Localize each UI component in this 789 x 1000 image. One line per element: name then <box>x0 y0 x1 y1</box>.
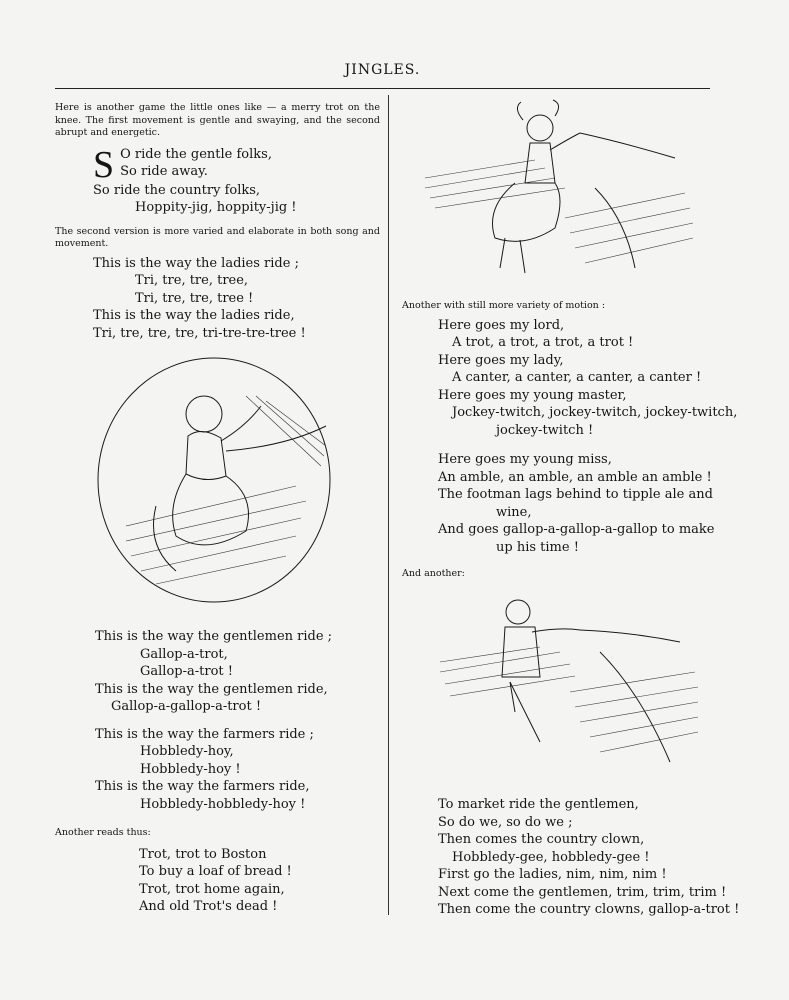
verse-gentlemen <box>55 628 380 716</box>
verse-line: Tri, tre, tre, tre, tri-tre-tre-tree ! <box>93 325 306 341</box>
verse-line: Gallop-a-trot, <box>140 646 228 662</box>
verse-line: Hobbledy-hobbledy-hoy ! <box>140 796 306 812</box>
verse-line: O ride the gentle folks, <box>120 146 272 162</box>
verse-line: Here goes my young miss, <box>438 452 612 467</box>
verse-line: This is the way the ladies ride ; <box>93 255 299 271</box>
verse-line: Here goes my lord, <box>438 317 565 333</box>
verse-line: And goes gallop-a-gallop-a-gallop to make <box>438 522 715 537</box>
verse-line: wine, <box>496 504 532 520</box>
verse-line: Then comes the country clown, <box>438 832 645 847</box>
verse-line: Trot, trot to Boston <box>139 846 267 862</box>
right-column-middle <box>402 300 738 581</box>
variety-note: Another with still more variety of motion : <box>402 300 606 311</box>
verse-line: So do we, so do we ; <box>438 814 573 830</box>
verse-line: Hobbledy-hoy ! <box>140 761 241 777</box>
verse-line: Here goes my young master, <box>438 387 627 403</box>
verse-line: This is the way the farmers ride, <box>95 779 310 794</box>
header-rule <box>55 88 710 89</box>
verse-line: Here goes my lady, <box>438 352 564 368</box>
verse-line: This is the way the ladies ride, <box>93 308 295 323</box>
verse-ladies <box>55 255 380 343</box>
verse-farmers <box>55 726 380 814</box>
second-version-note: The second version is more varied and elaborate in both song and movement. <box>55 225 380 249</box>
verse-line: A canter, a canter, a canter, a canter ! <box>452 370 702 385</box>
verse-line: Tri, tre, tre, tree, <box>135 273 249 288</box>
verse-line: To buy a loaf of bread ! <box>139 864 292 879</box>
verse-line: To market ride the gentlemen, <box>438 797 639 812</box>
verse-line: Jockey-twitch, jockey-twitch, jockey-twitch, <box>452 405 738 420</box>
left-column <box>55 102 380 342</box>
verse-to-market <box>402 796 740 919</box>
intro-note: Here is another game the little ones like — a merry trot on the knee. The first movement is gentle and swaying, and the second abrupt and energetic. <box>55 102 380 138</box>
verse-gentle-folks <box>55 143 380 218</box>
column-divider <box>388 95 389 915</box>
verse-line: jockey-twitch ! <box>496 422 594 438</box>
verse-line: Gallop-a-trot ! <box>140 664 233 679</box>
verse-line: So ride away. <box>120 164 208 179</box>
verse-my-lord <box>402 317 738 440</box>
verse-line: Next come the gentlemen, trim, trim, trim ! <box>438 884 727 900</box>
verse-line: This is the way the farmers ride ; <box>95 726 314 742</box>
verse-line: Then come the country clowns, gallop-a-trot ! <box>438 902 740 917</box>
page-title: JINGLES. <box>344 62 421 78</box>
verse-line: up his time ! <box>496 539 579 555</box>
verse-line: This is the way the gentlemen ride, <box>95 681 328 697</box>
verse-line: Hobbledy-gee, hobbledy-gee ! <box>452 849 650 865</box>
verse-line: The footman lags behind to tipple ale and <box>438 487 713 502</box>
verse-line: An amble, an amble, an amble an amble ! <box>438 469 712 485</box>
verse-line: A trot, a trot, a trot, a trot ! <box>452 335 634 350</box>
right-column-lower <box>402 796 740 919</box>
verse-line: Hoppity-jig, hoppity-jig ! <box>135 200 297 215</box>
girl-on-knee-illustration <box>425 98 695 288</box>
verse-line: Hobbledy-hoy, <box>140 744 234 759</box>
baby-on-knee-illustration <box>96 356 336 611</box>
verse-line: First go the ladies, nim, nim, nim ! <box>438 867 667 882</box>
left-column-lower <box>55 628 380 916</box>
and-another-note: And another: <box>402 568 465 579</box>
verse-boston <box>55 846 380 916</box>
drop-cap: S <box>93 143 115 186</box>
verse-young-miss <box>402 451 732 556</box>
verse-line: So ride the country folks, <box>93 182 261 198</box>
verse-line: Trot, trot home again, <box>139 881 285 897</box>
boy-on-knee-illustration <box>440 592 700 767</box>
verse-line: Tri, tre, tre, tree ! <box>135 290 254 306</box>
verse-line: This is the way the gentlemen ride ; <box>95 629 333 644</box>
verse-line: Gallop-a-gallop-a-trot ! <box>111 699 262 714</box>
verse-line: And old Trot's dead ! <box>139 899 278 914</box>
another-reads-note: Another reads thus: <box>55 827 151 838</box>
